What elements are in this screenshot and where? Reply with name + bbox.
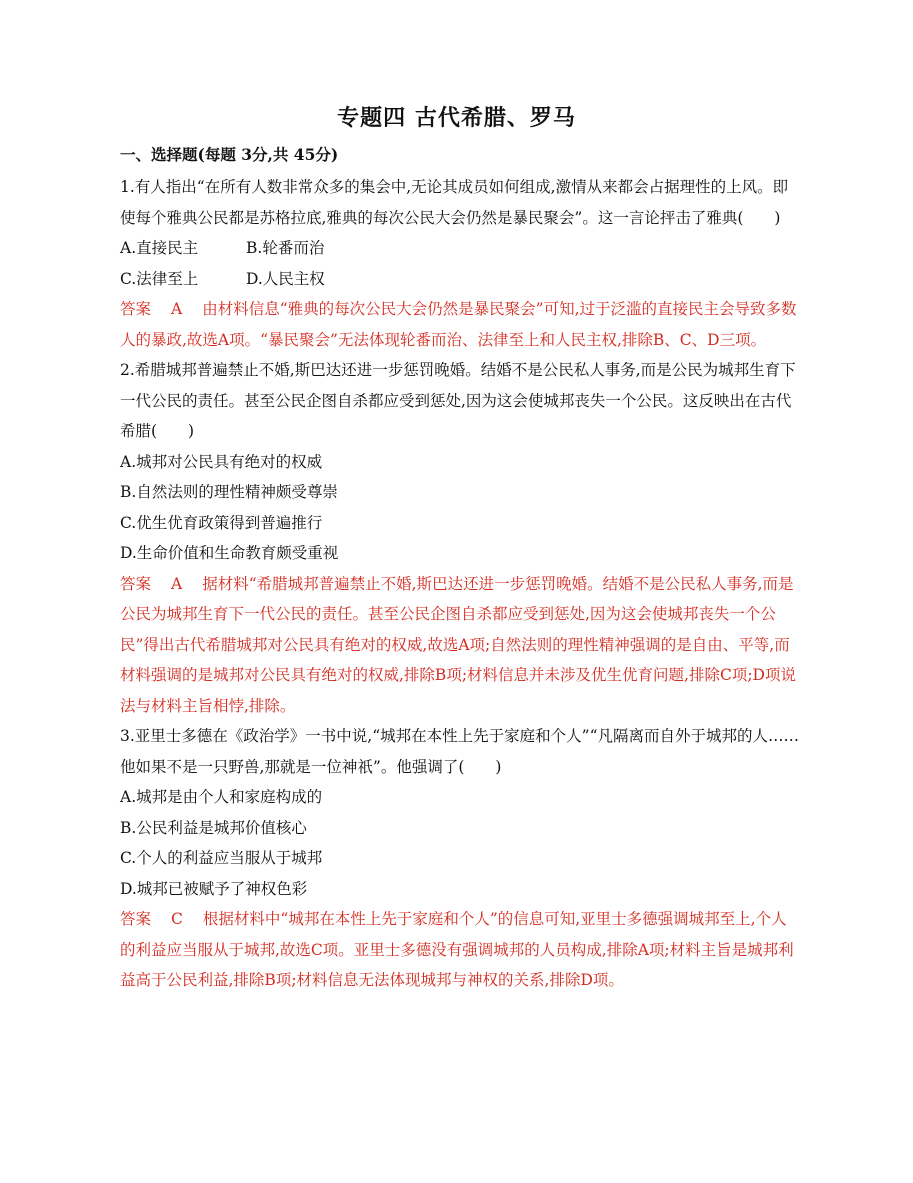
answer-label: 答案 bbox=[120, 300, 152, 318]
option-d: D.生命价值和生命教育颇受重视 bbox=[120, 544, 339, 562]
section-heading: 一、选择题(每题 3分,共 45分) bbox=[120, 145, 339, 164]
answer-block bbox=[120, 569, 800, 722]
option-c: C.个人的利益应当服从于城邦 bbox=[120, 849, 323, 867]
option-b: B.自然法则的理性精神颇受尊崇 bbox=[120, 483, 338, 501]
option-c: C.法律至上 bbox=[120, 269, 199, 288]
option-b: B.轮番而治 bbox=[246, 239, 325, 257]
option-b: B.公民利益是城邦价值核心 bbox=[120, 818, 307, 837]
answer-block bbox=[120, 294, 800, 355]
options-row bbox=[120, 264, 800, 295]
question-3 bbox=[120, 721, 800, 996]
answer-letter: C bbox=[171, 910, 183, 928]
question-stem: 1.有人指出“在所有人数非常众多的集会中,无论其成员如何组成,激情从来都会占据理性的上风。即使每个雅典公民都是苏格拉底,雅典的每次公民大会仍然是暴民聚会”。这一言论抨击了雅典( ) bbox=[120, 178, 789, 227]
answer-letter: A bbox=[171, 300, 183, 318]
question-2 bbox=[120, 355, 800, 721]
option-d: D.人民主权 bbox=[246, 269, 325, 288]
option-a: A.城邦是由个人和家庭构成的 bbox=[120, 788, 323, 806]
answer-letter: A bbox=[171, 574, 183, 593]
answer-explanation: 由材料信息“雅典的每次公民大会仍然是暴民聚会”可知,过于泛滥的直接民主会导致多数人的暴政,故选A项。“暴民聚会”无法体现轮番而治、法律至上和人民主权,排除B、C、D三项。 bbox=[120, 300, 797, 349]
option-c: C.优生优育政策得到普遍推行 bbox=[120, 513, 323, 532]
question-list bbox=[120, 172, 800, 996]
question-1 bbox=[120, 172, 800, 355]
options-row bbox=[120, 233, 800, 264]
page-title: 专题四 古代希腊、罗马 bbox=[337, 105, 576, 131]
answer-label: 答案 bbox=[120, 910, 152, 928]
answer-block bbox=[120, 904, 800, 996]
answer-explanation: 根据材料中“城邦在本性上先于家庭和个人”的信息可知,亚里士多德强调城邦至上,个人的利益应当服从于城邦,故选C项。亚里士多德没有强调城邦的人员构成,排除A项;材料主旨是城邦利益高于公民利益,排除B项;材料信息无法体现城邦与神权的关系,排除D项。 bbox=[120, 910, 794, 989]
question-stem: 2.希腊城邦普遍禁止不婚,斯巴达还进一步惩罚晚婚。结婚不是公民私人事务,而是公民为城邦生育下一代公民的责任。甚至公民企图自杀都应受到惩处,因为这会使城邦丧失一个公民。这反映出在古代希腊( ) bbox=[120, 361, 796, 440]
answer-explanation: 据材料“希腊城邦普遍禁止不婚,斯巴达还进一步惩罚晚婚。结婚不是公民私人事务,而是公民为城邦生育下一代公民的责任。甚至公民企图自杀都应受到惩处,因为这会使城邦丧失一个公民”得出古代希腊城邦对公民具有绝对的权威,故选A项;自然法则的理性精神强调的是自由、平等,而材料强调的是城邦对公民具有绝对的权威,排除B项;材料信息并未涉及优生优育问题,排除C项;D项说法与材料主旨相悖,排除。 bbox=[120, 574, 796, 715]
option-a: A.城邦对公民具有绝对的权威 bbox=[120, 452, 323, 471]
option-a: A.直接民主 bbox=[120, 239, 199, 257]
option-d: D.城邦已被赋予了神权色彩 bbox=[120, 879, 308, 898]
answer-label: 答案 bbox=[120, 574, 152, 593]
question-stem: 3.亚里士多德在《政治学》一书中说,“城邦在本性上先于家庭和个人”“凡隔离而自外于城邦的人……他如果不是一只野兽,那就是一位神祇”。他强调了( ) bbox=[120, 727, 799, 776]
